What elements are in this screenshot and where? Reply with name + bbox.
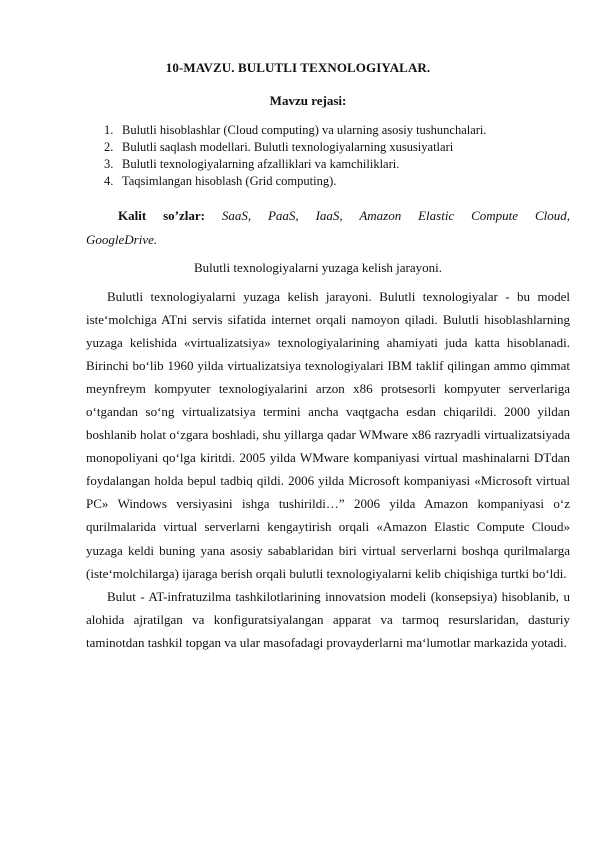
plan-item	[104, 156, 487, 173]
keywords-line	[86, 204, 570, 228]
section-heading: Bulutli texnologiyalarni yuzaga kelish jarayoni.	[193, 260, 443, 275]
paragraph: Bulut - AT-infratuzilma tashkilotlarining innovatsion modeli (konsepsiya) hisoblanib, u alohida ajratilgan va konfiguratsiyalangan apparat va tarmoq resurslaridan, dasturiy taminotdan tashkil topgan va ular masofadagi provayderlarni ma‘lumotlar markazida yotadi.	[86, 588, 570, 650]
document-title: 10-MAVZU. BULUTLI TEXNOLOGIYALAR.	[165, 60, 431, 75]
keywords-block	[86, 204, 570, 252]
plan-item	[104, 139, 487, 156]
paragraph: Bulutli texnologiyalarni yuzaga kelish jarayoni. Bulutli texnologiyalar - bu model iste‘molchiga ATni servis sifatida internet orqali namoyon qiladi. Bulutli hisoblashlarning yuzaga kelishida «virtualizatsiya» texnologiyalarining ahamiyati juda katta hisoblanadi. Birinchi bo‘lib 1960 yilda virtualizatsiya texnologiyalari IBM taklif qilingan ammo qimmat meynfreym kompyuter texnologiyalarini arzon x86 protsesorli kompyuter serverlariga o‘tgandan so‘ng virtualizatsiya termini ancha vaqtgacha esdan chiqarildi. 2000 yildan boshlanib holat o‘zgara boshladi, shu yillarga qadar WMware x86 razryadli virtualizatsiyada monopoliyani qo‘lga kiritdi. 2005 yilda WMware kompaniyasi virtual mashinalarni DTdan foydalangan holda bepul tadbiq qildi. 2006 yilda Microsoft kompaniyasi «Microsoft virtual PC» Windows versiyasini ishga tushirildi…” 2006 yilda Amazon kompaniyasi o‘z qurilmalarida virtual serverlarni kengaytirish orqali «Amazon Elastic Compute Cloud» yuzaga keldi buning yana asosiy sabablaridan biri virtual serverlarni boshqa qurilmalarga (iste‘molchilarga) ijaraga berish orqali bulutli texnologiyalarni kelib chiqishiga turtki bo‘ldi.	[86, 289, 570, 581]
keywords-terms: SaaS, PaaS, IaaS, Amazon Elastic Compute Cloud,	[221, 208, 570, 223]
plan-item	[104, 122, 487, 139]
plan-item-number: 2.	[104, 140, 114, 154]
keywords-terms-continued: GoogleDrive.	[86, 232, 158, 247]
plan-item-text: Bulutli texnologiyalarning afzalliklari va kamchiliklari.	[122, 157, 400, 171]
plan-item-number: 1.	[104, 123, 114, 137]
plan-item-text: Taqsimlangan hisoblash (Grid computing).	[122, 174, 337, 188]
plan-item-number: 3.	[104, 157, 114, 171]
plan-item-text: Bulutli hisoblashlar (Cloud computing) va ularning asosiy tushunchalari.	[122, 123, 487, 137]
body-text	[86, 285, 570, 654]
plan-item-number: 4.	[104, 174, 114, 188]
plan-list	[104, 122, 487, 190]
plan-heading: Mavzu rejasi:	[269, 93, 347, 108]
plan-item-text: Bulutli saqlash modellari. Bulutli texnologiyalarning xususiyatlari	[122, 140, 454, 154]
plan-item	[104, 173, 487, 190]
keywords-label: Kalit so’zlar:	[118, 208, 205, 223]
